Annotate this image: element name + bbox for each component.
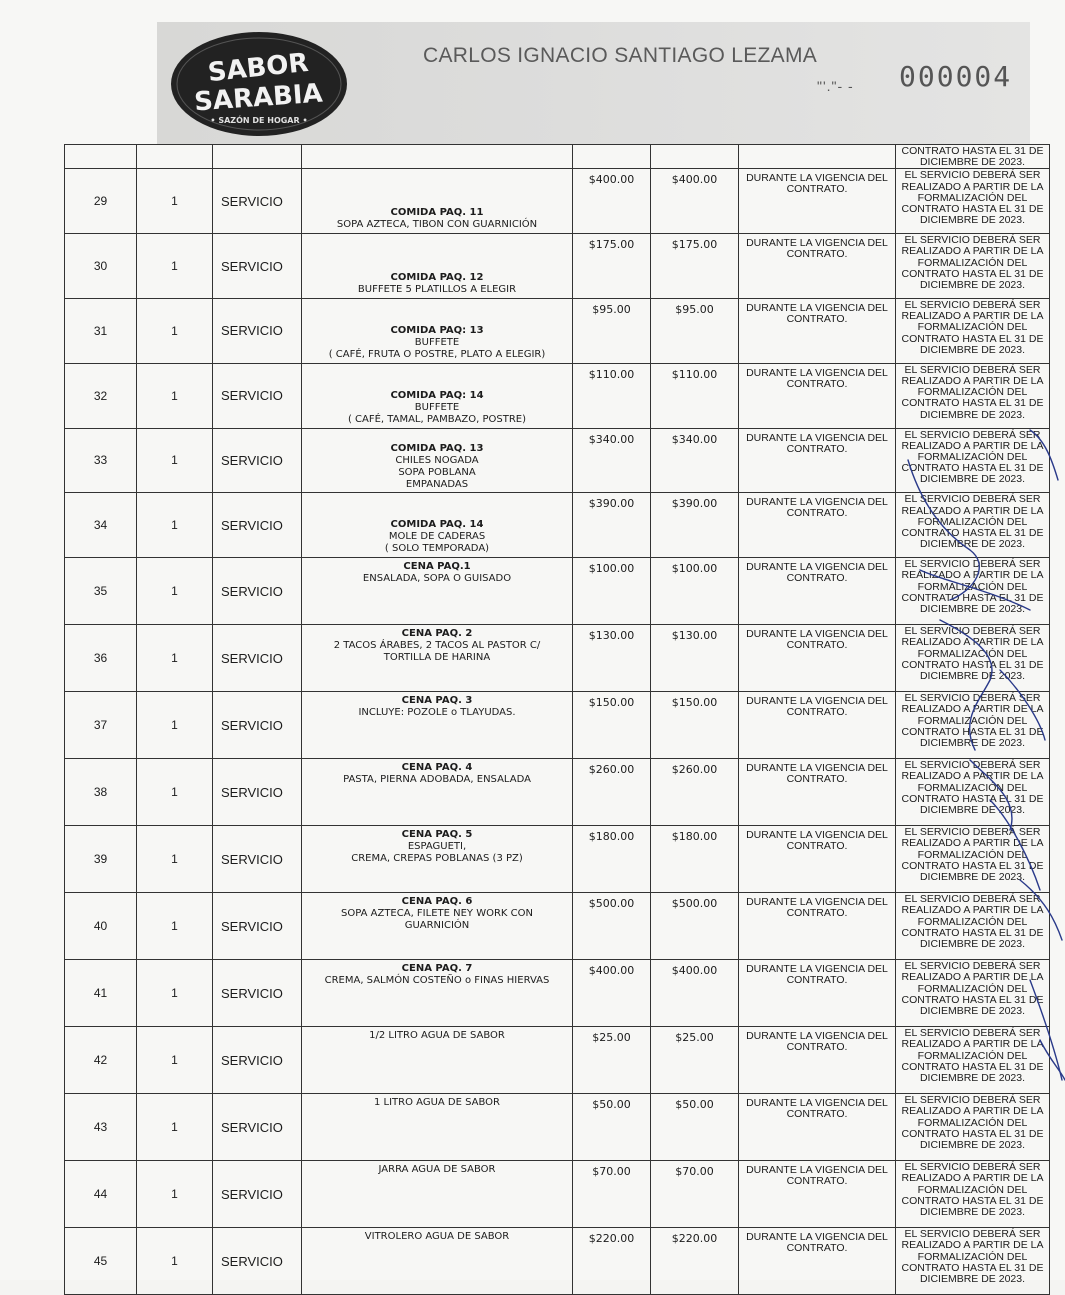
cell-delivery-period: DURANTE LA VIGENCIA DEL CONTRATO.: [739, 299, 896, 364]
logo-word-top: SABOR: [206, 47, 310, 89]
cell-unit-price: $130.00: [573, 625, 651, 692]
cell-delivery-period: DURANTE LA VIGENCIA DEL CONTRATO.: [739, 1161, 896, 1228]
cell-unit: SERVICIO: [213, 1228, 302, 1295]
cell-delivery-period: DURANTE LA VIGENCIA DEL CONTRATO.: [739, 826, 896, 893]
cell-total-price: $70.00: [651, 1161, 739, 1228]
description-line: BUFFETE: [414, 337, 460, 348]
cell-unit-price: $25.00: [573, 1027, 651, 1094]
cell-unit-price: $50.00: [573, 1094, 651, 1161]
cell-item-number: 30: [65, 234, 137, 299]
cell-unit-price: $180.00: [573, 826, 651, 893]
description-line: SOPA AZTECA, FILETE NEY WORK CON: [341, 908, 533, 920]
cell-delivery-period: DURANTE LA VIGENCIA DEL CONTRATO.: [739, 1228, 896, 1295]
cell-description: [302, 893, 573, 960]
cell-quantity: 1: [137, 625, 213, 692]
cell-unit: SERVICIO: [213, 1161, 302, 1228]
description-block: [302, 625, 572, 691]
package-title: COMIDA PAQ. 12: [390, 272, 484, 284]
cell-quantity: 1: [137, 428, 213, 493]
cell-description: [302, 625, 573, 692]
cell-item-number: 45: [65, 1228, 137, 1295]
cell-delivery-period: DURANTE LA VIGENCIA DEL CONTRATO.: [739, 234, 896, 299]
cell-num: [65, 145, 137, 169]
package-title: CENA PAQ. 5: [401, 829, 473, 841]
table-row: [65, 1161, 1050, 1228]
description-block: [302, 429, 572, 492]
table-row: [65, 558, 1050, 625]
cell-unit-price: $400.00: [573, 169, 651, 234]
description-line: SOPA POBLANA: [398, 466, 476, 478]
cell-description: [302, 759, 573, 826]
description-block: [302, 1228, 572, 1294]
cell-unit: SERVICIO: [213, 826, 302, 893]
description-block: [302, 493, 572, 556]
cell-description: [302, 960, 573, 1027]
cell-total-price: $220.00: [651, 1228, 739, 1295]
cell-unit: SERVICIO: [213, 234, 302, 299]
services-table: [64, 144, 1050, 1295]
table-row: [65, 1027, 1050, 1094]
cell-total-price: $110.00: [651, 363, 739, 428]
cell-unit: SERVICIO: [213, 759, 302, 826]
cell-delivery-period: DURANTE LA VIGENCIA DEL CONTRATO.: [739, 558, 896, 625]
cell-description: [302, 1161, 573, 1228]
description-line: CREMA, CREPAS POBLANAS (3 PZ): [351, 853, 523, 865]
package-title: CENA PAQ. 6: [401, 896, 473, 908]
cell-item-number: 31: [65, 299, 137, 364]
description-line: CHILES NOGADA: [395, 454, 479, 466]
cell-description: [302, 826, 573, 893]
cell-quantity: 1: [137, 1228, 213, 1295]
cell-quantity: 1: [137, 826, 213, 893]
header-marks: "'."- -: [817, 78, 854, 94]
cell-unit-price: $150.00: [573, 692, 651, 759]
table-row: [65, 299, 1050, 364]
cell-desc: [302, 145, 573, 169]
description-block: [302, 234, 572, 297]
cell-total-price: $260.00: [651, 759, 739, 826]
cell-total: [651, 145, 739, 169]
cell-delivery-period: DURANTE LA VIGENCIA DEL CONTRATO.: [739, 960, 896, 1027]
description-block: [302, 1027, 572, 1093]
cell-quantity: 1: [137, 1027, 213, 1094]
table-row: [65, 234, 1050, 299]
description-block: [302, 759, 572, 825]
cell-condition: EL SERVICIO DEBERÁ SER REALIZADO A PARTIR DE LA FORMALIZACIÓN DEL CONTRATO HASTA EL 31 DE DICIEMBRE DE 2023.: [896, 169, 1050, 234]
description-line: MOLE DE CADERAS: [388, 531, 486, 543]
cell-condition: EL SERVICIO DEBERÁ SER REALIZADO A PARTIR DE LA FORMALIZACIÓN DEL CONTRATO HASTA EL 31 DE DICIEMBRE DE 2023.: [896, 692, 1050, 759]
cell-unit-price: $340.00: [573, 428, 651, 493]
cell-unit: SERVICIO: [213, 299, 302, 364]
cell-description: [302, 1094, 573, 1161]
table-row: [65, 363, 1050, 428]
description-line: 2 TACOS ÁRABES, 2 TACOS AL PASTOR C/: [333, 640, 541, 652]
cell-total-price: $95.00: [651, 299, 739, 364]
cell-unit-price: $70.00: [573, 1161, 651, 1228]
package-title: COMIDA PAQ. 13: [390, 442, 484, 454]
cell-unit-price: $110.00: [573, 363, 651, 428]
package-title: CENA PAQ. 3: [401, 695, 473, 707]
cell-condition: EL SERVICIO DEBERÁ SER REALIZADO A PARTIR DE LA FORMALIZACIÓN DEL CONTRATO HASTA EL 31 DE DICIEMBRE DE 2023.: [896, 428, 1050, 493]
cell-description: [302, 363, 573, 428]
cell-condition: EL SERVICIO DEBERÁ SER REALIZADO A PARTIR DE LA FORMALIZACIÓN DEL CONTRATO HASTA EL 31 DE DICIEMBRE DE 2023.: [896, 1027, 1050, 1094]
cell-delivery-period: DURANTE LA VIGENCIA DEL CONTRATO.: [739, 692, 896, 759]
cell-unit-price: $260.00: [573, 759, 651, 826]
package-title: COMIDA PAQ: 13: [390, 325, 484, 336]
description-line: VITROLERO AGUA DE SABOR: [364, 1231, 510, 1243]
letterhead: [157, 22, 1030, 144]
description-line: 1/2 LITRO AGUA DE SABOR: [369, 1030, 505, 1042]
cell-quantity: 1: [137, 299, 213, 364]
cell-description: [302, 234, 573, 299]
description-block: [302, 960, 572, 1026]
cell-delivery-period: DURANTE LA VIGENCIA DEL CONTRATO.: [739, 493, 896, 558]
cell-item-number: 42: [65, 1027, 137, 1094]
cell-unit: SERVICIO: [213, 493, 302, 558]
cell-item-number: 38: [65, 759, 137, 826]
cell-unit: SERVICIO: [213, 363, 302, 428]
cell-description: [302, 493, 573, 558]
cell-total-price: $180.00: [651, 826, 739, 893]
table-row: [65, 960, 1050, 1027]
description-line: ( SOLO TEMPORADA): [384, 543, 490, 555]
cell-description: [302, 1228, 573, 1295]
cell-total-price: $340.00: [651, 428, 739, 493]
description-line: SOPA AZTECA, TIBON CON GUARNICIÓN: [336, 219, 538, 231]
table-row: [65, 893, 1050, 960]
cell-unit: SERVICIO: [213, 1094, 302, 1161]
cell-unit-price: $100.00: [573, 558, 651, 625]
table-row-partial: [65, 145, 1050, 169]
description-line: ESPAGUETI,: [407, 841, 467, 853]
cell-total-price: $500.00: [651, 893, 739, 960]
description-line: CREMA, SALMÓN COSTEÑO o FINAS HIERVAS: [324, 975, 550, 987]
description-line: ( CAFÉ, TAMAL, PAMBAZO, POSTRE): [347, 413, 527, 425]
cell-description: [302, 299, 573, 364]
cell-unit: [213, 145, 302, 169]
cell-total-price: $400.00: [651, 960, 739, 1027]
cell-item-number: 33: [65, 428, 137, 493]
description-line: ENSALADA, SOPA O GUISADO: [362, 573, 512, 585]
cell-total-price: $25.00: [651, 1027, 739, 1094]
cell-condition: EL SERVICIO DEBERÁ SER REALIZADO A PARTIR DE LA FORMALIZACIÓN DEL CONTRATO HASTA EL 31 DE DICIEMBRE DE 2023.: [896, 893, 1050, 960]
table-row: [65, 428, 1050, 493]
cell-unit-price: $220.00: [573, 1228, 651, 1295]
description-block: [302, 692, 572, 758]
description-line: GUARNICIÓN: [404, 920, 470, 932]
cell-delivery-period: DURANTE LA VIGENCIA DEL CONTRATO.: [739, 759, 896, 826]
cell-delivery-period: DURANTE LA VIGENCIA DEL CONTRATO.: [739, 1027, 896, 1094]
folio-number: 000004: [899, 60, 1013, 93]
cell-item-number: 41: [65, 960, 137, 1027]
cell-item-number: 37: [65, 692, 137, 759]
package-title: CENA PAQ. 4: [401, 762, 473, 774]
table-row: [65, 692, 1050, 759]
cell-total-price: $130.00: [651, 625, 739, 692]
cell-price: [573, 145, 651, 169]
cell-description: [302, 558, 573, 625]
cell-condition: EL SERVICIO DEBERÁ SER REALIZADO A PARTIR DE LA FORMALIZACIÓN DEL CONTRATO HASTA EL 31 DE DICIEMBRE DE 2023.: [896, 1161, 1050, 1228]
cell-unit-price: $400.00: [573, 960, 651, 1027]
cell-item-number: 44: [65, 1161, 137, 1228]
cell-condition: EL SERVICIO DEBERÁ SER REALIZADO A PARTIR DE LA FORMALIZACIÓN DEL CONTRATO HASTA EL 31 DE DICIEMBRE DE 2023.: [896, 826, 1050, 893]
description-line: BUFFETE: [414, 401, 460, 413]
cell-qty: [137, 145, 213, 169]
cell-item-number: 32: [65, 363, 137, 428]
cell-condition: EL SERVICIO DEBERÁ SER REALIZADO A PARTIR DE LA FORMALIZACIÓN DEL CONTRATO HASTA EL 31 DE DICIEMBRE DE 2023.: [896, 625, 1050, 692]
cell-item-number: 43: [65, 1094, 137, 1161]
cell-delivery-period: DURANTE LA VIGENCIA DEL CONTRATO.: [739, 363, 896, 428]
cell-unit: SERVICIO: [213, 558, 302, 625]
description-block: [302, 1161, 572, 1227]
cell-unit-price: $95.00: [573, 299, 651, 364]
description-block: [302, 826, 572, 892]
table-row: [65, 759, 1050, 826]
cell-unit: SERVICIO: [213, 960, 302, 1027]
cell-condition: EL SERVICIO DEBERÁ SER REALIZADO A PARTIR DE LA FORMALIZACIÓN DEL CONTRATO HASTA EL 31 DE DICIEMBRE DE 2023.: [896, 960, 1050, 1027]
package-title: CENA PAQ.1: [403, 561, 471, 573]
cell-condition: EL SERVICIO DEBERÁ SER REALIZADO A PARTIR DE LA FORMALIZACIÓN DEL CONTRATO HASTA EL 31 DE DICIEMBRE DE 2023.: [896, 234, 1050, 299]
package-title: COMIDA PAQ. 14: [390, 519, 484, 531]
cell-total-price: $50.00: [651, 1094, 739, 1161]
cell-item-number: 40: [65, 893, 137, 960]
cell-delivery-period: DURANTE LA VIGENCIA DEL CONTRATO.: [739, 169, 896, 234]
description-line: ( CAFÉ, FRUTA O POSTRE, PLATO A ELEGIR): [328, 349, 546, 360]
package-title: CENA PAQ. 2: [401, 628, 473, 640]
cell-description: [302, 428, 573, 493]
description-line: JARRA AGUA DE SABOR: [378, 1164, 496, 1176]
cell-when: [739, 145, 896, 169]
cell-delivery-period: DURANTE LA VIGENCIA DEL CONTRATO.: [739, 625, 896, 692]
services-table-wrapper: [64, 144, 1050, 1295]
description-block: [302, 169, 572, 232]
cell-condition: EL SERVICIO DEBERÁ SER REALIZADO A PARTIR DE LA FORMALIZACIÓN DEL CONTRATO HASTA EL 31 DE DICIEMBRE DE 2023.: [896, 1228, 1050, 1295]
cell-unit-price: $390.00: [573, 493, 651, 558]
table-row: [65, 625, 1050, 692]
package-title: COMIDA PAQ: 14: [390, 389, 484, 401]
cell-total-price: $175.00: [651, 234, 739, 299]
cell-quantity: 1: [137, 169, 213, 234]
cell-quantity: 1: [137, 960, 213, 1027]
cell-item-number: 39: [65, 826, 137, 893]
cell-unit: SERVICIO: [213, 428, 302, 493]
company-name: CARLOS IGNACIO SANTIAGO LEZAMA: [423, 44, 818, 67]
package-title: CENA PAQ. 7: [401, 963, 473, 975]
logo-tagline: • SAZÓN DE HOGAR •: [210, 116, 308, 125]
description-line: EMPANADAS: [405, 478, 469, 490]
description-line: TORTILLA DE HARINA: [383, 652, 491, 664]
cell-quantity: 1: [137, 692, 213, 759]
cell-condition: EL SERVICIO DEBERÁ SER REALIZADO A PARTIR DE LA FORMALIZACIÓN DEL CONTRATO HASTA EL 31 DE DICIEMBRE DE 2023.: [896, 299, 1050, 364]
cell-unit: SERVICIO: [213, 893, 302, 960]
cell-description: [302, 692, 573, 759]
cell-delivery-period: DURANTE LA VIGENCIA DEL CONTRATO.: [739, 1094, 896, 1161]
cell-total-price: $100.00: [651, 558, 739, 625]
table-row: [65, 493, 1050, 558]
cell-quantity: 1: [137, 1161, 213, 1228]
description-block: [302, 364, 572, 427]
table-row: [65, 169, 1050, 234]
description-block: [302, 299, 572, 362]
cell-condition: EL SERVICIO DEBERÁ SER REALIZADO A PARTIR DE LA FORMALIZACIÓN DEL CONTRATO HASTA EL 31 DE DICIEMBRE DE 2023.: [896, 363, 1050, 428]
description-block: [302, 893, 572, 959]
cell-unit-price: $500.00: [573, 893, 651, 960]
cell-delivery-period: DURANTE LA VIGENCIA DEL CONTRATO.: [739, 893, 896, 960]
cell-description: [302, 169, 573, 234]
cell-unit: SERVICIO: [213, 625, 302, 692]
cell-unit: SERVICIO: [213, 692, 302, 759]
table-row: [65, 826, 1050, 893]
cell-total-price: $150.00: [651, 692, 739, 759]
description-line: 1 LITRO AGUA DE SABOR: [374, 1097, 500, 1109]
description-block: [302, 1094, 572, 1160]
cell-item-number: 35: [65, 558, 137, 625]
cell-quantity: 1: [137, 893, 213, 960]
cell-quantity: 1: [137, 493, 213, 558]
cell-condition: EL SERVICIO DEBERÁ SER REALIZADO A PARTIR DE LA FORMALIZACIÓN DEL CONTRATO HASTA EL 31 DE DICIEMBRE DE 2023.: [896, 493, 1050, 558]
cell-item-number: 29: [65, 169, 137, 234]
cell-description: [302, 1027, 573, 1094]
cell-condition: CONTRATO HASTA EL 31 DE DICIEMBRE DE 2023.: [896, 145, 1050, 169]
cell-condition: EL SERVICIO DEBERÁ SER REALIZADO A PARTIR DE LA FORMALIZACIÓN DEL CONTRATO HASTA EL 31 DE DICIEMBRE DE 2023.: [896, 1094, 1050, 1161]
cell-condition: EL SERVICIO DEBERÁ SER REALIZADO A PARTIR DE LA FORMALIZACIÓN DEL CONTRATO HASTA EL 31 DE DICIEMBRE DE 2023.: [896, 759, 1050, 826]
cell-quantity: 1: [137, 234, 213, 299]
cell-total-price: $390.00: [651, 493, 739, 558]
description-block: [302, 558, 572, 624]
cell-condition: EL SERVICIO DEBERÁ SER REALIZADO A PARTIR DE LA FORMALIZACIÓN DEL CONTRATO HASTA EL 31 DE DICIEMBRE DE 2023.: [896, 558, 1050, 625]
logo-word-mid: SARABIA: [193, 78, 324, 118]
cell-quantity: 1: [137, 558, 213, 625]
cell-quantity: 1: [137, 759, 213, 826]
sabor-sarabia-logo: [169, 30, 349, 138]
description-line: INCLUYE: POZOLE o TLAYUDAS.: [358, 707, 516, 719]
cell-total-price: $400.00: [651, 169, 739, 234]
cell-unit-price: $175.00: [573, 234, 651, 299]
cell-item-number: 34: [65, 493, 137, 558]
table-row: [65, 1094, 1050, 1161]
package-title: COMIDA PAQ. 11: [390, 207, 484, 219]
cell-item-number: 36: [65, 625, 137, 692]
table-row: [65, 1228, 1050, 1295]
cell-unit: SERVICIO: [213, 1027, 302, 1094]
description-line: PASTA, PIERNA ADOBADA, ENSALADA: [343, 774, 531, 786]
cell-delivery-period: DURANTE LA VIGENCIA DEL CONTRATO.: [739, 428, 896, 493]
cell-unit: SERVICIO: [213, 169, 302, 234]
cell-quantity: 1: [137, 1094, 213, 1161]
description-line: BUFFETE 5 PLATILLOS A ELEGIR: [357, 284, 517, 296]
cell-quantity: 1: [137, 363, 213, 428]
